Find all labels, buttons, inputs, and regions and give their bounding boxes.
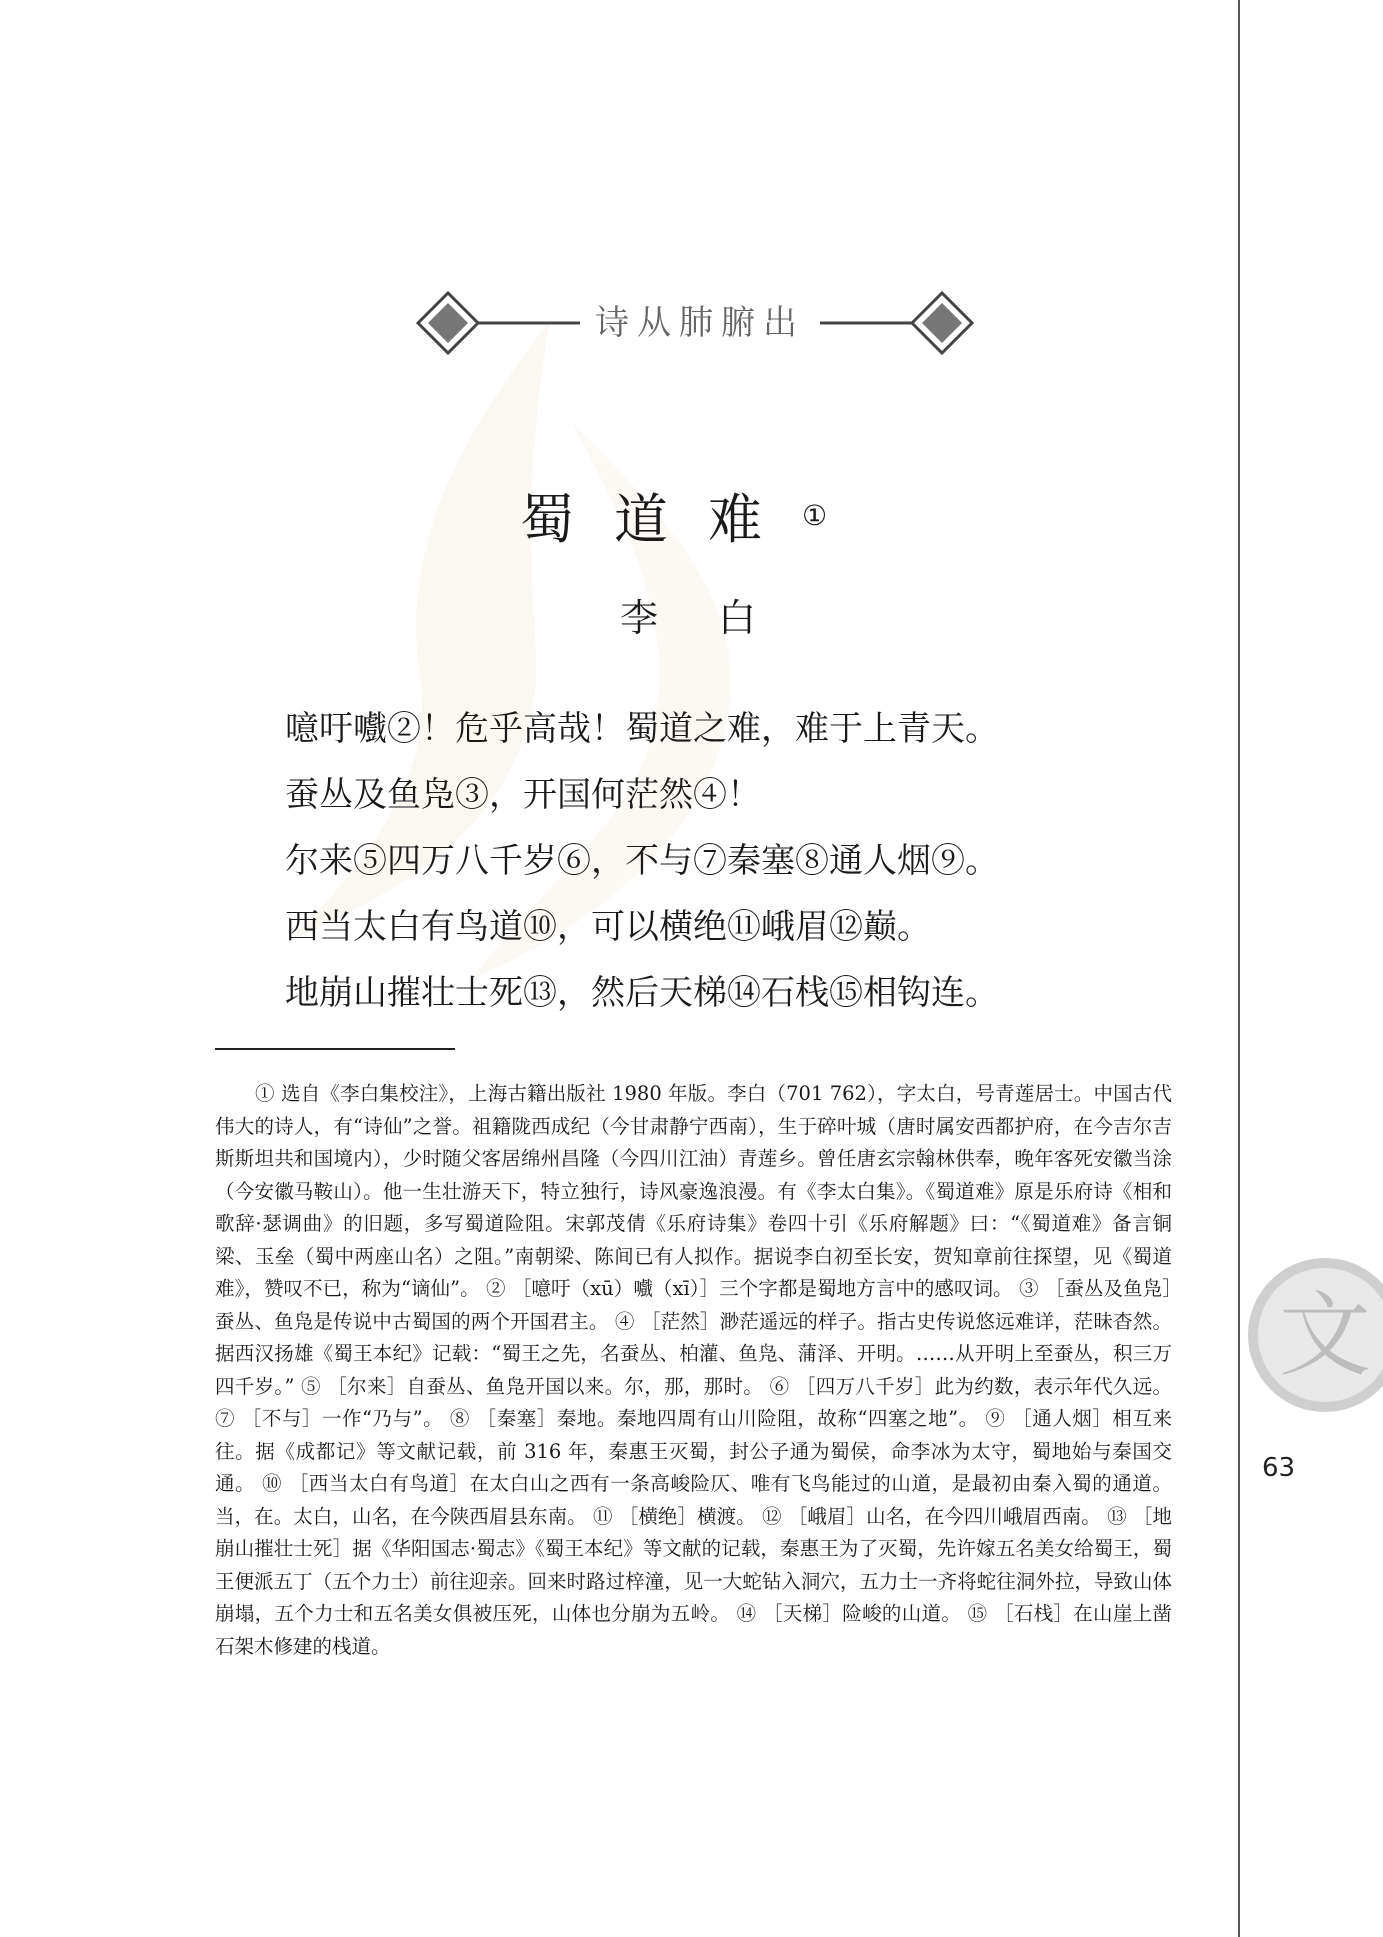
wen-emblem-icon: [1245, 1255, 1383, 1415]
section-header: [410, 288, 980, 358]
title-note-marker: ①: [802, 499, 828, 532]
page-number: 63: [1262, 1453, 1296, 1483]
poem-line: 噫吁嚱②！危乎高哉！蜀道之难，难于上青天。: [285, 709, 999, 749]
poem-line: 西当太白有鸟道⑩，可以横绝⑪峨眉⑫巅。: [285, 907, 931, 947]
footnote-divider: [215, 1048, 455, 1050]
emblem-glyph: 文: [1278, 1282, 1372, 1389]
poem-author: 李白: [620, 596, 817, 640]
poem-line: 尔来⑤四万八千岁⑥，不与⑦秦塞⑧通人烟⑨。: [285, 841, 999, 881]
footnotes: ① 选自《李白集校注》，上海古籍出版社 1980 年版。李白（701 762），字太白，号青莲居士。中国古代伟大的诗人，有“诗仙”之誉。祖籍陇西成纪（今甘肃静宁西南），生于碎叶城（唐时属安西都护府，在今吉尔吉斯斯坦共和国境内），少时随父客居绵州昌隆（今四川江油）青莲乡。曾任唐玄宗翰林供奉，晚年客死安徽当涂（今安徽马鞍山）。他一生壮游天下，特立独行，诗风豪逸浪漫。有《李太白集》。《蜀道难》原是乐府诗《相和歌辞·瑟调曲》的旧题，多写蜀道险阻。宋郭茂倩《乐府诗集》卷四十引《乐府解题》曰：“《蜀道难》备言铜梁、玉垒（蜀中两座山名）之阻。”南朝梁、陈间已有人拟作。据说李白初至长安，贺知章前往探望，见《蜀道难》，赞叹不已，称为“谪仙”。 ② ［噫吁（xū）嚱（xī）］三个字都是蜀地方言中的感叹词。 ③ ［蚕丛及鱼凫］蚕丛、鱼凫是传说中古蜀国的两个开国君主。 ④ ［茫然］渺茫遥远的样子。指古史传说悠远难详，茫昧杳然。据西汉扬雄《蜀王本纪》记载：“蜀王之先，名蚕丛、柏灌、鱼凫、蒲泽、开明。……从开明上至蚕丛，积三万四千岁。” ⑤ ［尔来］自蚕丛、鱼凫开国以来。尔，那，那时。 ⑥ ［四万八千岁］此为约数，表示年代久远。 ⑦ ［不与］一作“乃与”。 ⑧ ［秦塞］秦地。秦地四周有山川险阻，故称“四塞之地”。 ⑨ ［通人烟］相互来往。据《成都记》等文献记载，前 316 年，秦惠王灭蜀，封公子通为蜀侯，命李冰为太守，蜀地始与秦国交通。 ⑩ ［西当太白有鸟道］在太白山之西有一条高峻险仄、唯有飞鸟能过的山道，是最初由秦入蜀的通道。当，在。太白，山名，在今陕西眉县东南。 ⑪ ［横绝］横渡。 ⑫ ［峨眉］山名，在今四川峨眉西南。 ⑬ ［地崩山摧壮士死］据《华阳国志·蜀志》《蜀王本纪》等文献的记载，秦惠王为了灭蜀，先许嫁五名美女给蜀王，蜀王便派五丁（五个力士）前往迎亲。回来时路过梓潼，见一大蛇钻入洞穴，五力士一齐将蛇往洞外拉，导致山体崩塌，五个力士和五名美女俱被压死，山体也分崩为五岭。 ⑭ ［天梯］险峻的山道。 ⑮ ［石栈］在山崖上凿石架木修建的栈道。: [215, 1082, 1172, 1658]
poem-title-text: 蜀道难: [520, 488, 802, 551]
poem-line: 地崩山摧壮士死⑬，然后天梯⑭石栈⑮相钩连。: [285, 973, 999, 1013]
poem-line: 蚕丛及鱼凫③，开国何茫然④！: [285, 775, 761, 815]
section-title: 诗从肺腑出: [580, 300, 820, 346]
page-margin-rule: [1238, 0, 1240, 1937]
poem-body: [285, 696, 1045, 1026]
poem-title: [520, 480, 880, 560]
